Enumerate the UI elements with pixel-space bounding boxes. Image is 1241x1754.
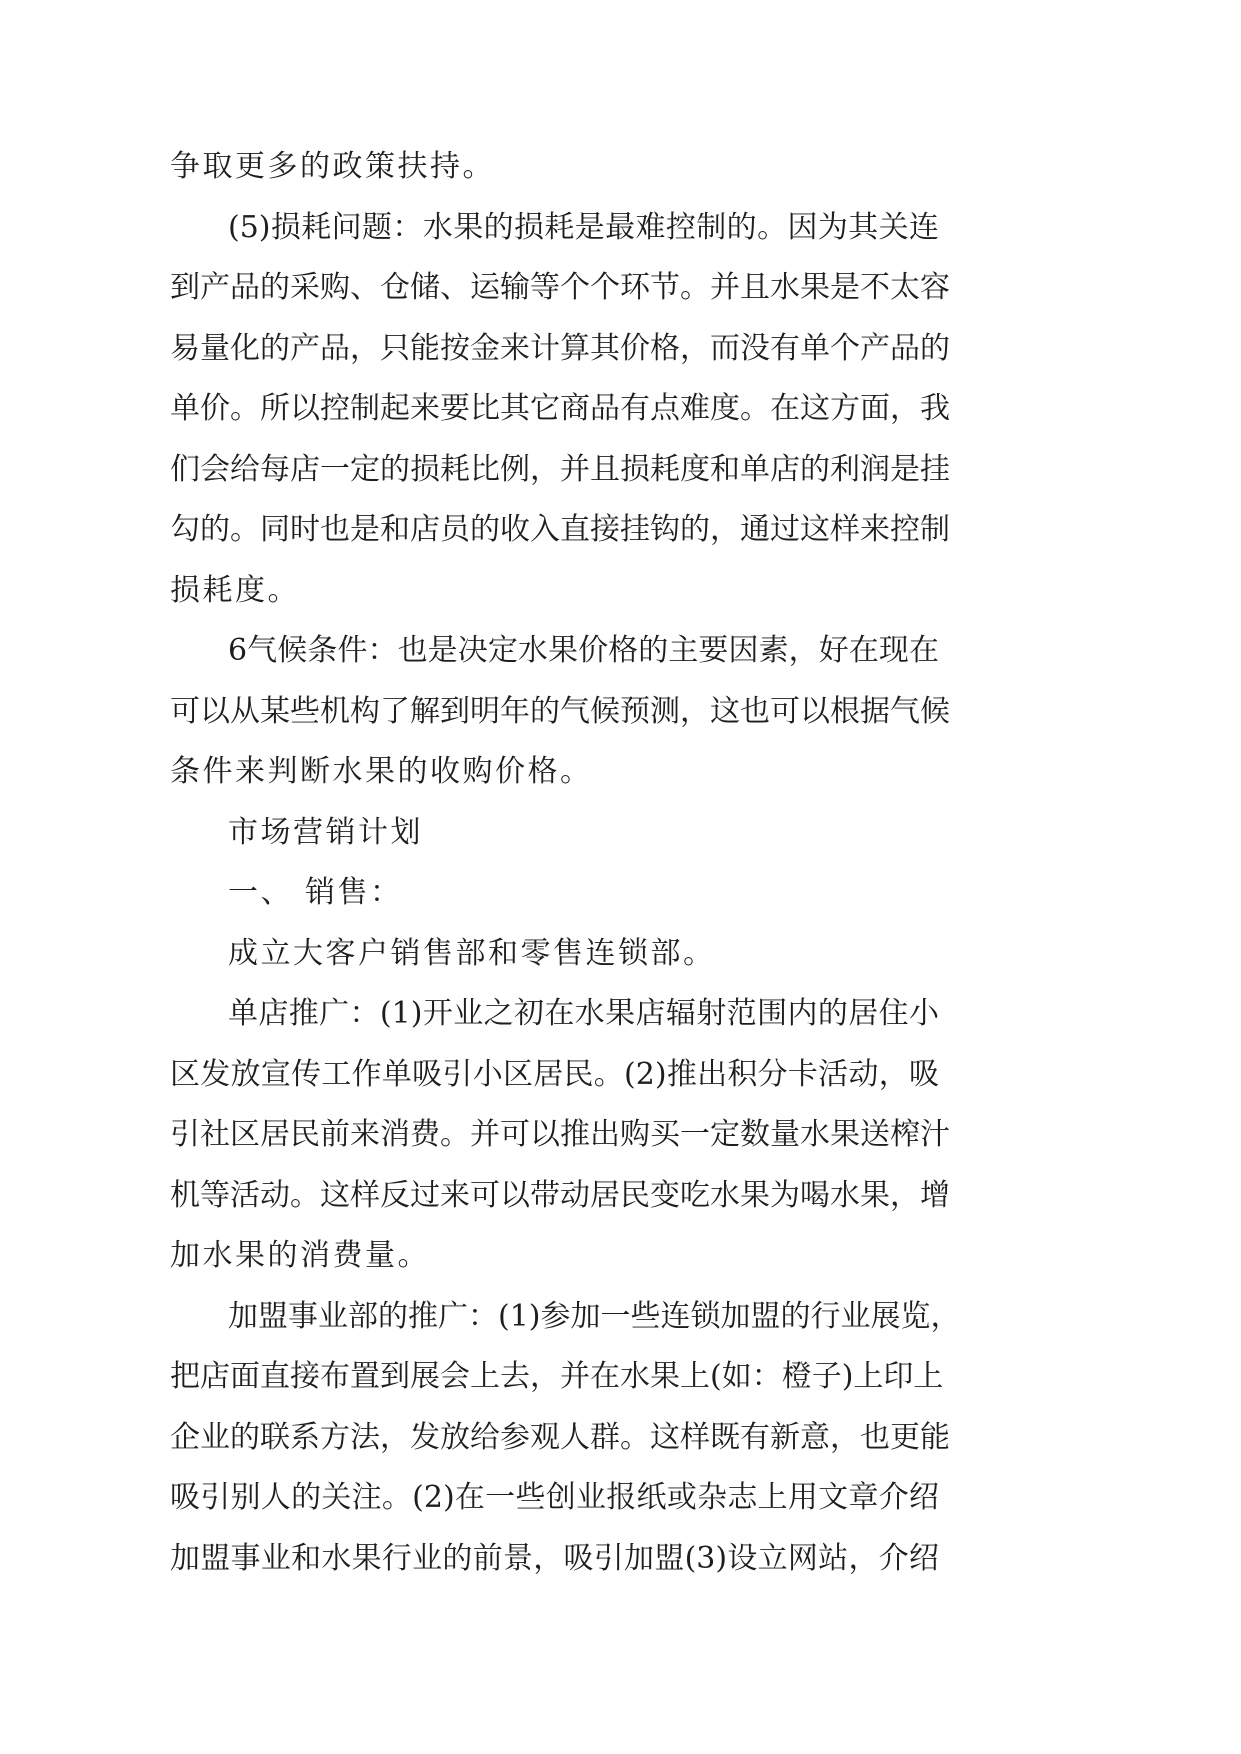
paragraph-line: 易量化的产品，只能按金来计算其价格，而没有单个产品的 bbox=[170, 331, 950, 366]
paragraph-line: 争取更多的政策扶持。 bbox=[170, 149, 495, 184]
paragraph-line: 吸引别人的关注。(2)在一些创业报纸或杂志上用文章介绍 bbox=[170, 1480, 939, 1515]
paragraph-line: 市场营销计划 bbox=[228, 815, 423, 850]
paragraph-line: 单价。所以控制起来要比其它商品有点难度。在这方面，我 bbox=[170, 391, 950, 426]
paragraph-line: 把店面直接布置到展会上去，并在水果上(如：橙子)上印上 bbox=[170, 1359, 944, 1394]
paragraph-line: 们会给每店一定的损耗比例，并且损耗度和单店的利润是挂 bbox=[170, 452, 950, 487]
paragraph-line: 到产品的采购、仓储、运输等个个环节。并且水果是不太容 bbox=[170, 270, 950, 305]
paragraph-line: (5)损耗问题：水果的损耗是最难控制的。因为其关连 bbox=[228, 210, 939, 245]
paragraph-line: 引社区居民前来消费。并可以推出购买一定数量水果送榨汁 bbox=[170, 1117, 950, 1152]
paragraph-line: 损耗度。 bbox=[170, 573, 300, 608]
paragraph-line: 勾的。同时也是和店员的收入直接挂钩的，通过这样来控制 bbox=[170, 512, 950, 547]
paragraph-line: 加盟事业部的推广：(1)参加一些连锁加盟的行业展览， bbox=[228, 1299, 961, 1334]
paragraph-line: 加盟事业和水果行业的前景，吸引加盟(3)设立网站，介绍 bbox=[170, 1541, 939, 1576]
paragraph-line: 单店推广：(1)开业之初在水果店辐射范围内的居住小 bbox=[228, 996, 939, 1031]
paragraph-line: 区发放宣传工作单吸引小区居民。(2)推出积分卡活动，吸 bbox=[170, 1057, 939, 1092]
paragraph-line: 企业的联系方法，发放给参观人群。这样既有新意，也更能 bbox=[170, 1420, 950, 1455]
paragraph-line: 6气候条件：也是决定水果价格的主要因素，好在现在 bbox=[228, 633, 939, 668]
paragraph-line: 可以从某些机构了解到明年的气候预测，这也可以根据气候 bbox=[170, 694, 950, 729]
paragraph-line: 一、 销售： bbox=[228, 875, 403, 910]
paragraph-line: 成立大客户销售部和零售连锁部。 bbox=[228, 936, 716, 971]
paragraph-line: 条件来判断水果的收购价格。 bbox=[170, 754, 593, 789]
paragraph-line: 加水果的消费量。 bbox=[170, 1238, 430, 1273]
paragraph-line: 机等活动。这样反过来可以带动居民变吃水果为喝水果，增 bbox=[170, 1178, 950, 1213]
